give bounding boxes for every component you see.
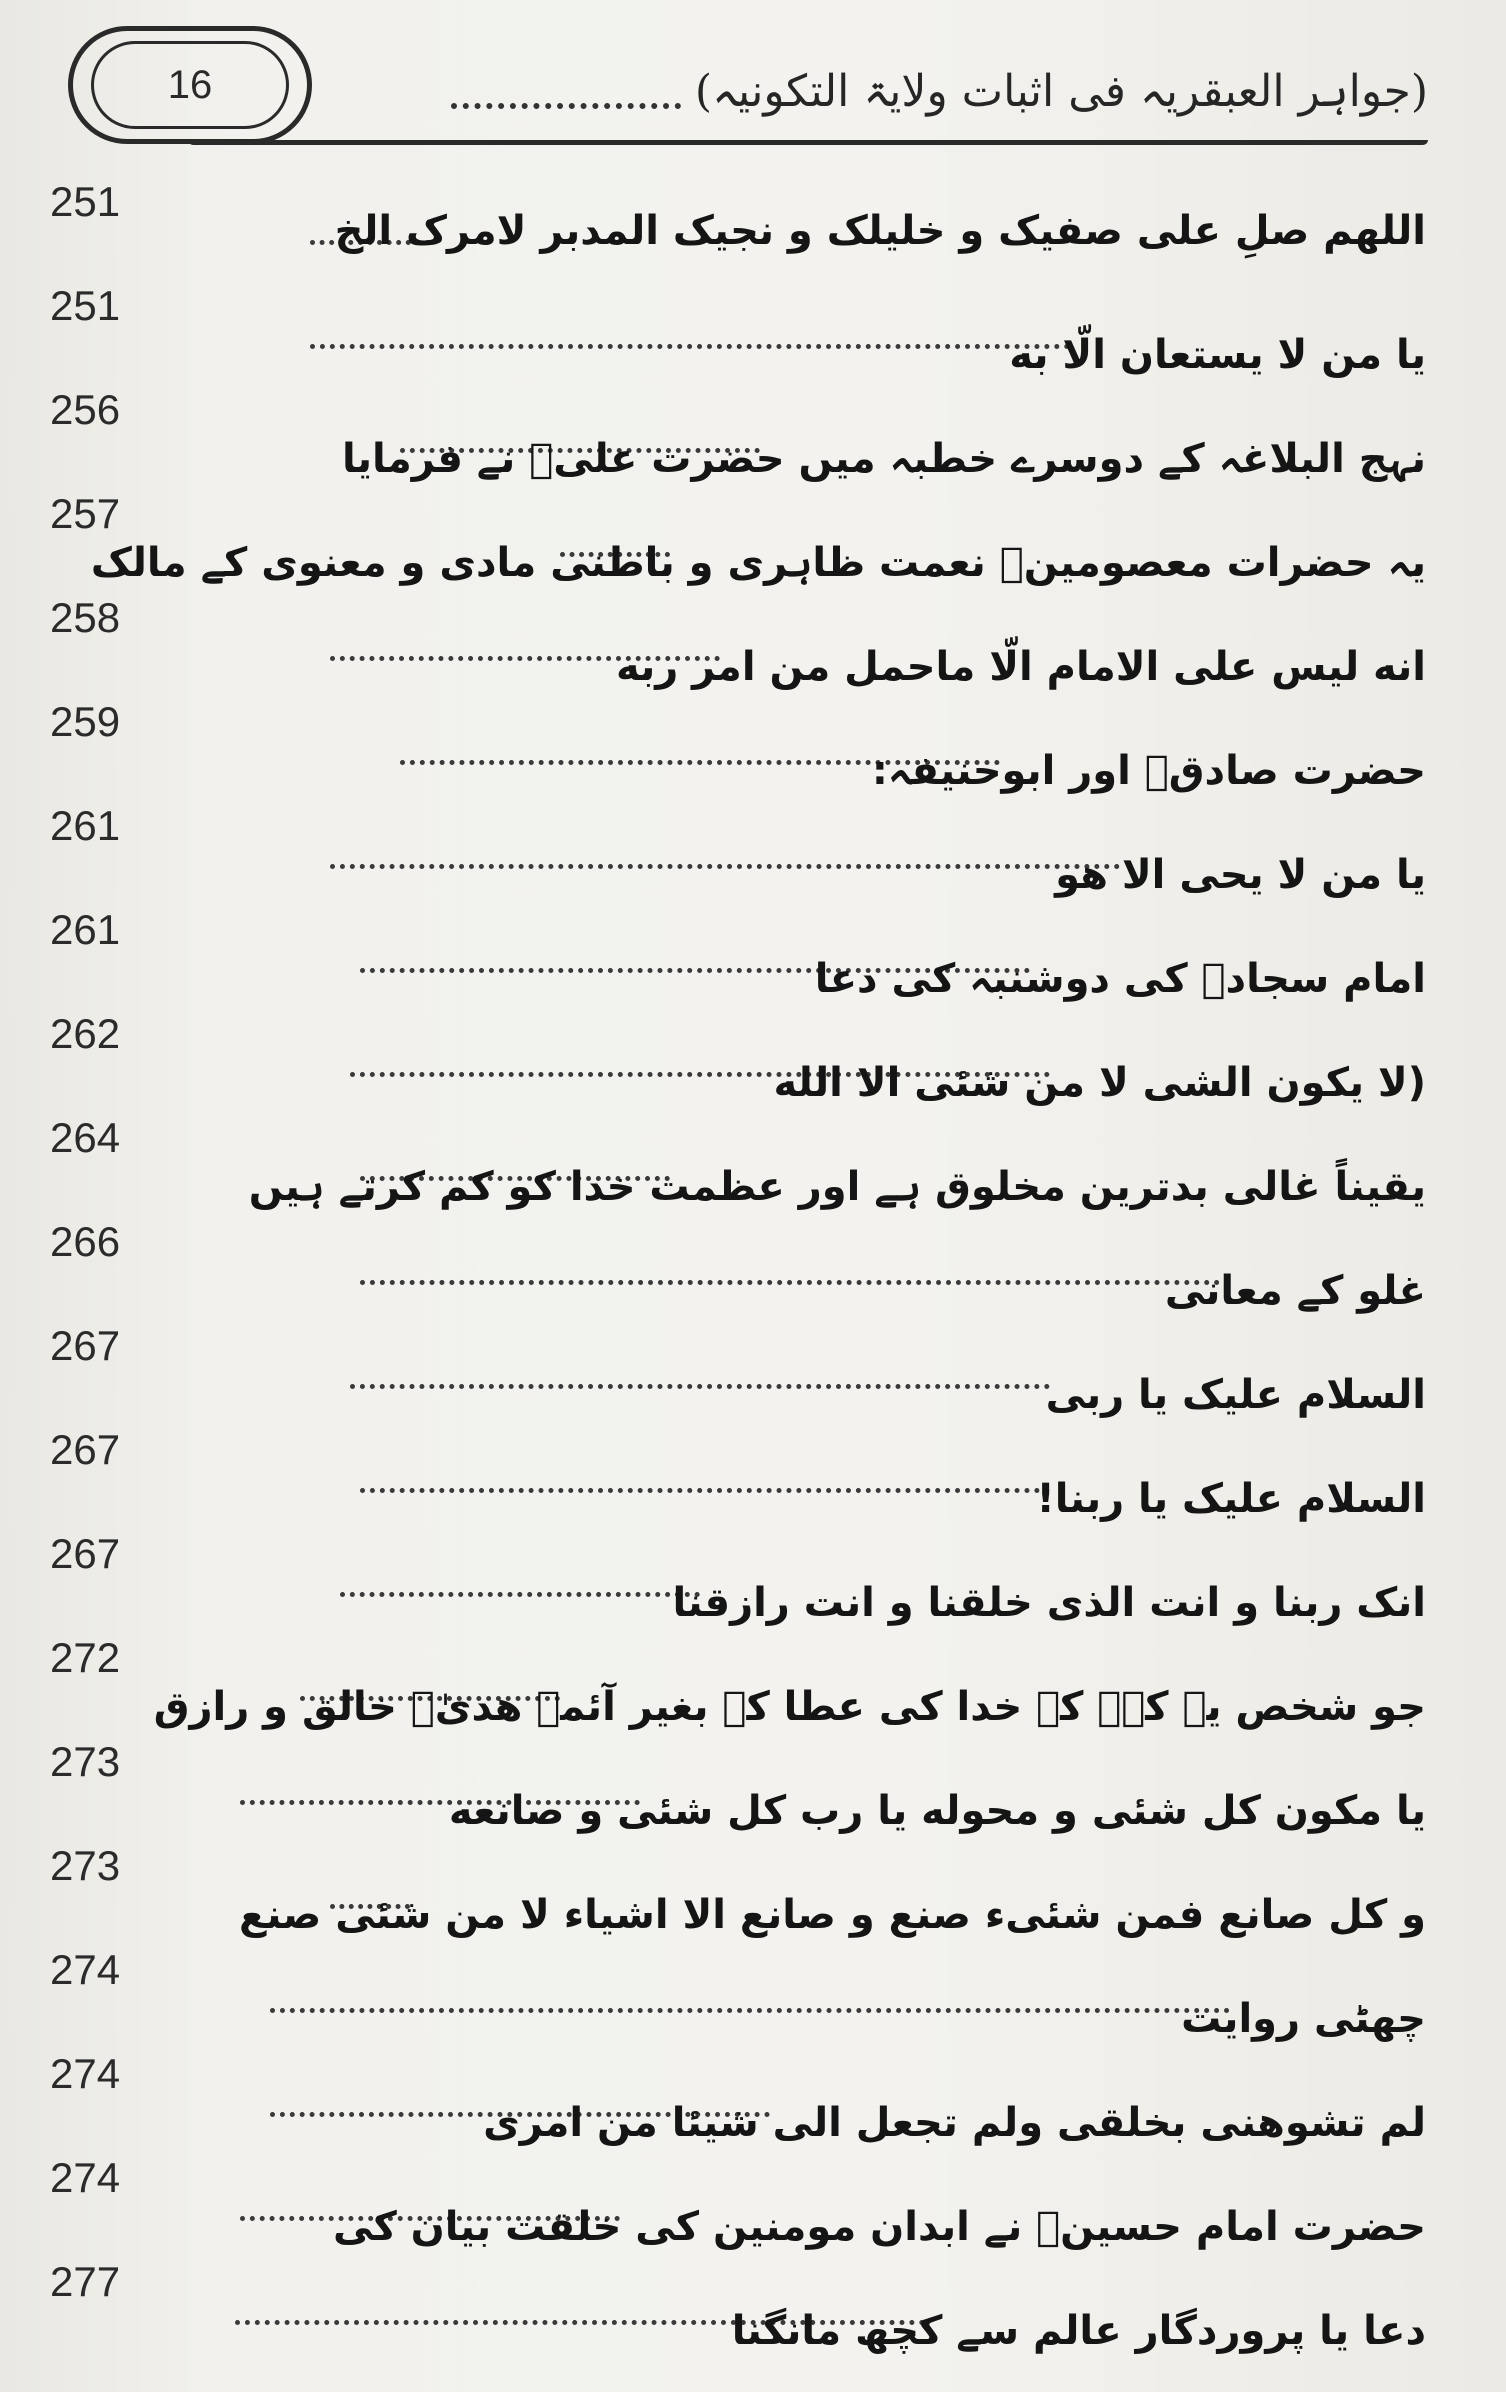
toc-page-number: 267 (50, 1322, 121, 1369)
toc-entry (0, 178, 1506, 282)
toc-entry (0, 1218, 1506, 1322)
toc-entry (0, 1010, 1506, 1114)
toc-page-number: 267 (50, 1530, 121, 1577)
toc-page-number: 272 (50, 1634, 121, 1681)
toc-title: حضرت صادقؑ اور ابوحنیفہ: (871, 748, 1426, 794)
toc-title: السلام علیک یا ربنا! (1036, 1476, 1426, 1522)
toc-title: جو شخص یہ کہے کہ خدا کی عطا کے بغیر آئمہ ھدیٰؑ خالق و رازق (153, 1684, 1426, 1730)
toc-entry (0, 802, 1506, 906)
toc-page-number: 261 (50, 906, 121, 953)
toc-title: یہ حضرات معصومینؑ نعمت ظاہری و باطنی مادی و معنوی کے مالک (90, 540, 1426, 586)
toc-page-number: 256 (50, 386, 121, 433)
toc-page-number: 264 (50, 1114, 121, 1161)
toc-title: حضرت امام حسینؑ نے ابدان مومنین کی خلقت بیان کی (333, 2204, 1426, 2250)
toc-page-number: 262 (50, 1010, 121, 1057)
toc-entry (0, 1842, 1506, 1946)
toc-title: و کل صانع فمن شئیء صنع و صانع الا اشیاء لا من شئی صنع (239, 1892, 1426, 1938)
toc-entry (0, 594, 1506, 698)
toc-title: یقیناً غالی بدترین مخلوق ہے اور عظمت خدا کو کم کرتے ہیں (248, 1164, 1426, 1210)
toc-page-number: 274 (50, 1946, 121, 1993)
toc-entry (0, 1530, 1506, 1634)
toc-entry (0, 906, 1506, 1010)
toc-page-number: 274 (50, 2050, 121, 2097)
toc-title: یا مکون کل شئی و محوله یا رب کل شئی و صانعه (448, 1788, 1426, 1834)
toc-entry (0, 698, 1506, 802)
toc-title: غلو کے معانی (1164, 1268, 1426, 1314)
toc-title: السلام علیک یا ربی (1045, 1372, 1426, 1418)
toc-entry (0, 1114, 1506, 1218)
running-title: (جواہر العبقریہ فی اثبات ولایۃ التکونیہ) (694, 66, 1428, 117)
toc-page-number: 258 (50, 594, 121, 641)
toc-entry (0, 1426, 1506, 1530)
toc-page-number: 251 (50, 282, 121, 329)
toc-page-number: 277 (50, 2258, 121, 2305)
toc-title: اللهم صلِ علی صفیک و خلیلک و نجیک المدبر لامرک الخ (334, 208, 1426, 254)
toc-entry (0, 1946, 1506, 2050)
toc-page-number: 259 (50, 698, 121, 745)
toc-title: انک ربنا و انت الذی خلقنا و انت رازقنا (672, 1580, 1426, 1626)
toc-entry (0, 2258, 1506, 2362)
toc-entry (0, 1738, 1506, 1842)
toc-entry (0, 1634, 1506, 1738)
toc-page-number: 274 (50, 2154, 121, 2201)
toc-page-number: 257 (50, 490, 121, 537)
toc-page-number: 261 (50, 802, 121, 849)
toc-page-number: 251 (50, 178, 121, 225)
toc-page-number: 267 (50, 1426, 121, 1473)
toc-title: یا من لا یحی الا هو (1055, 852, 1426, 898)
page-number: 16 (167, 62, 213, 107)
toc-title: انه لیس علی الامام الّا ماحمل من امر ربه (615, 644, 1426, 690)
toc-title: امام سجادؑ کی دوشنبہ کی دعا (814, 956, 1426, 1002)
toc-entry (0, 1322, 1506, 1426)
toc-title: چھٹی روایت (1181, 1996, 1426, 2042)
toc-page-number: 266 (50, 1218, 121, 1265)
toc-title: نہج البلاغہ کے دوسرے خطبہ میں حضرت علیؑ نے فرمایا (341, 436, 1426, 482)
toc-page-number: 273 (50, 1842, 121, 1889)
toc-entry (0, 2050, 1506, 2154)
toc-title: (لا یکون الشی لا من شئی الا الله (773, 1060, 1426, 1106)
toc-entry (0, 282, 1506, 386)
toc-title: دعا یا پروردگار عالم سے کچھ مانگنا (731, 2308, 1426, 2354)
toc-entry (0, 386, 1506, 490)
toc-title: لم تشوهنی بخلقی ولم تجعل الی شیئا من امری (483, 2100, 1426, 2146)
toc-entry (0, 490, 1506, 594)
toc-page-number: 273 (50, 1738, 121, 1785)
toc-entry (0, 2154, 1506, 2258)
toc-title: یا من لا یستعان الّا به (1009, 332, 1426, 378)
